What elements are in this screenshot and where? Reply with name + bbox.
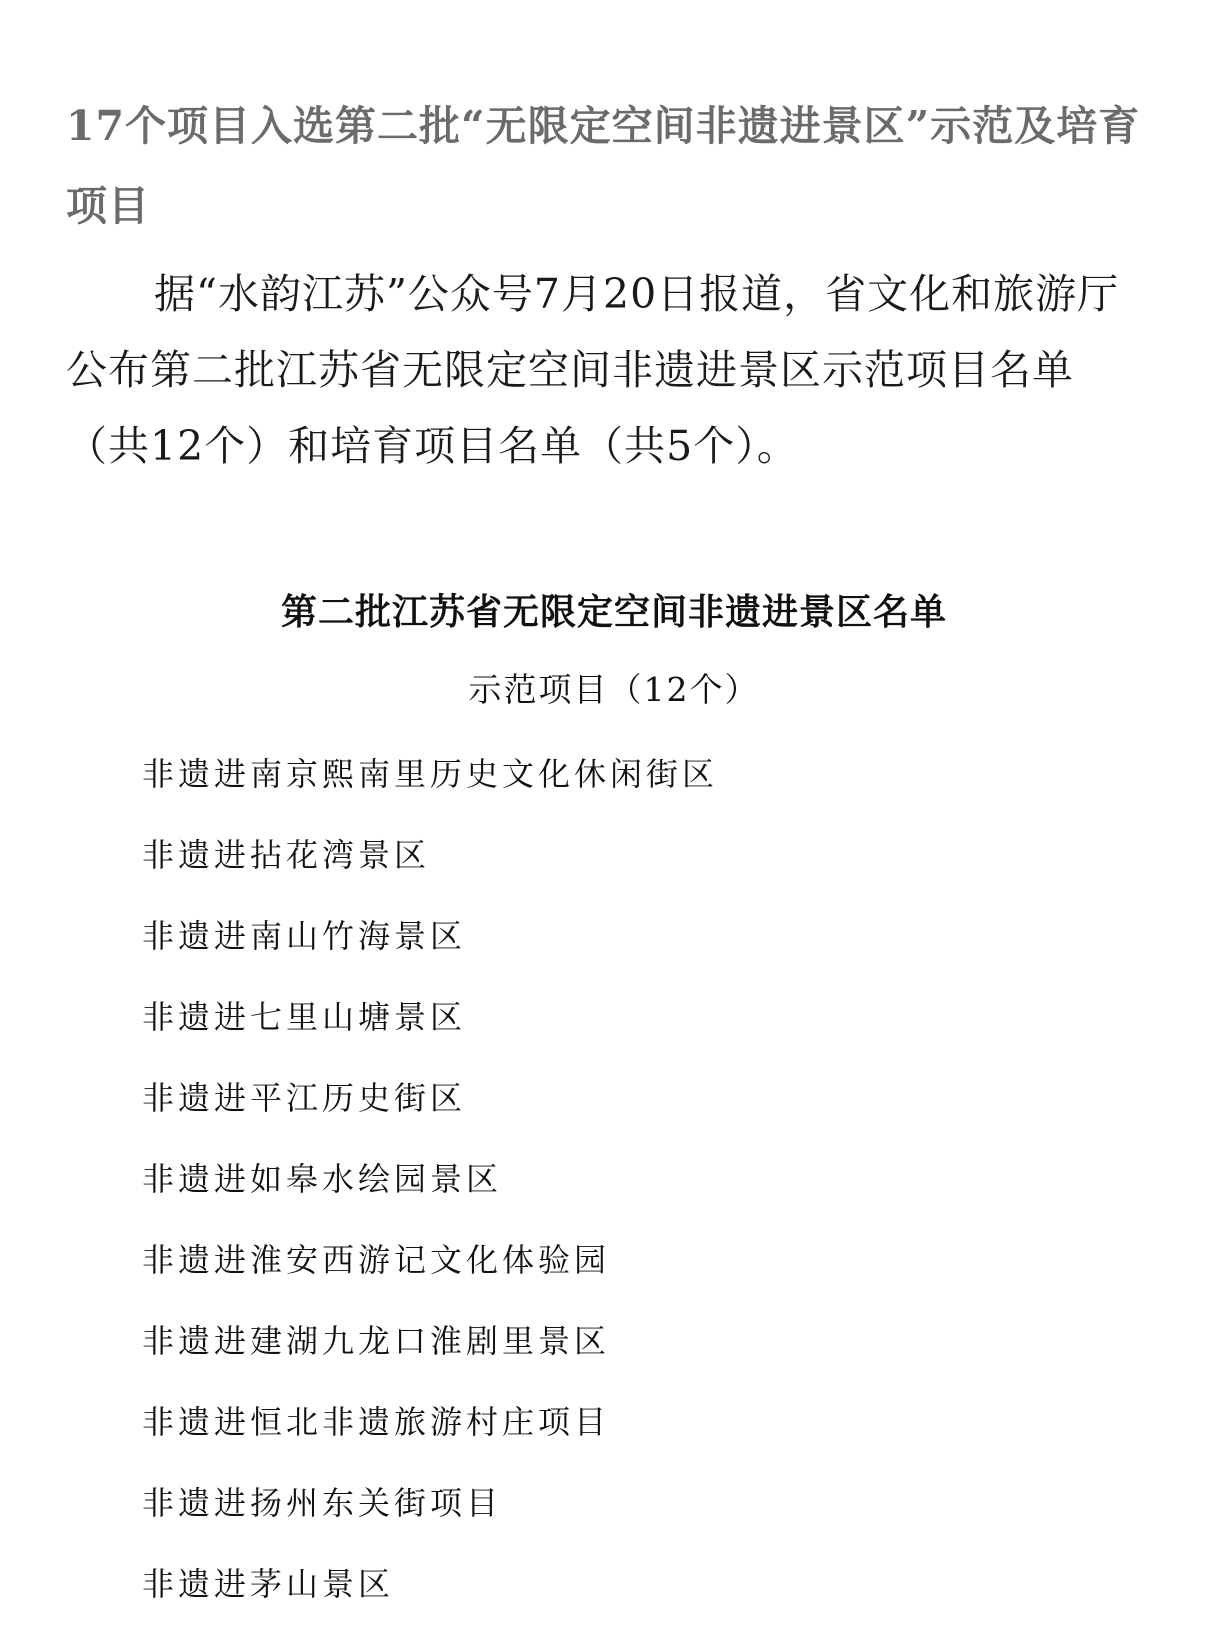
- list-item: 非遗进南山竹海景区: [142, 917, 467, 955]
- list-item: 非遗进南京熙南里历史文化休闲街区: [142, 755, 719, 793]
- list-subtitle: 示范项目（12个）: [468, 670, 760, 709]
- project-list: [142, 752, 718, 1643]
- list-item: 非遗进拈花湾景区: [142, 836, 431, 874]
- article-lede: 据“水韵江苏”公众号7月20日报道，省文化和旅游厅公布第二批江苏省无限定空间非遗进景区示范项目名单（共12个）和培育项目名单（共5个）。: [66, 270, 1120, 470]
- article-headline: 17个项目入选第二批“无限定空间非遗进景区”示范及培育项目: [66, 102, 1141, 230]
- list-item: 非遗进七里山塘景区: [142, 998, 467, 1036]
- list-item: 非遗进建湖九龙口淮剧里景区: [142, 1322, 611, 1360]
- list-item: 非遗进扬州东关街项目: [142, 1484, 503, 1522]
- list-title: 第二批江苏省无限定空间非遗进景区名单: [280, 592, 947, 633]
- list-item: 非遗进如皋水绘园景区: [142, 1160, 503, 1198]
- list-item: 非遗进淮安西游记文化体验园: [142, 1241, 611, 1279]
- list-item: 非遗进茅山景区: [142, 1565, 395, 1603]
- list-item: 非遗进平江历史街区: [142, 1079, 467, 1117]
- list-item: 非遗进恒北非遗旅游村庄项目: [142, 1403, 611, 1441]
